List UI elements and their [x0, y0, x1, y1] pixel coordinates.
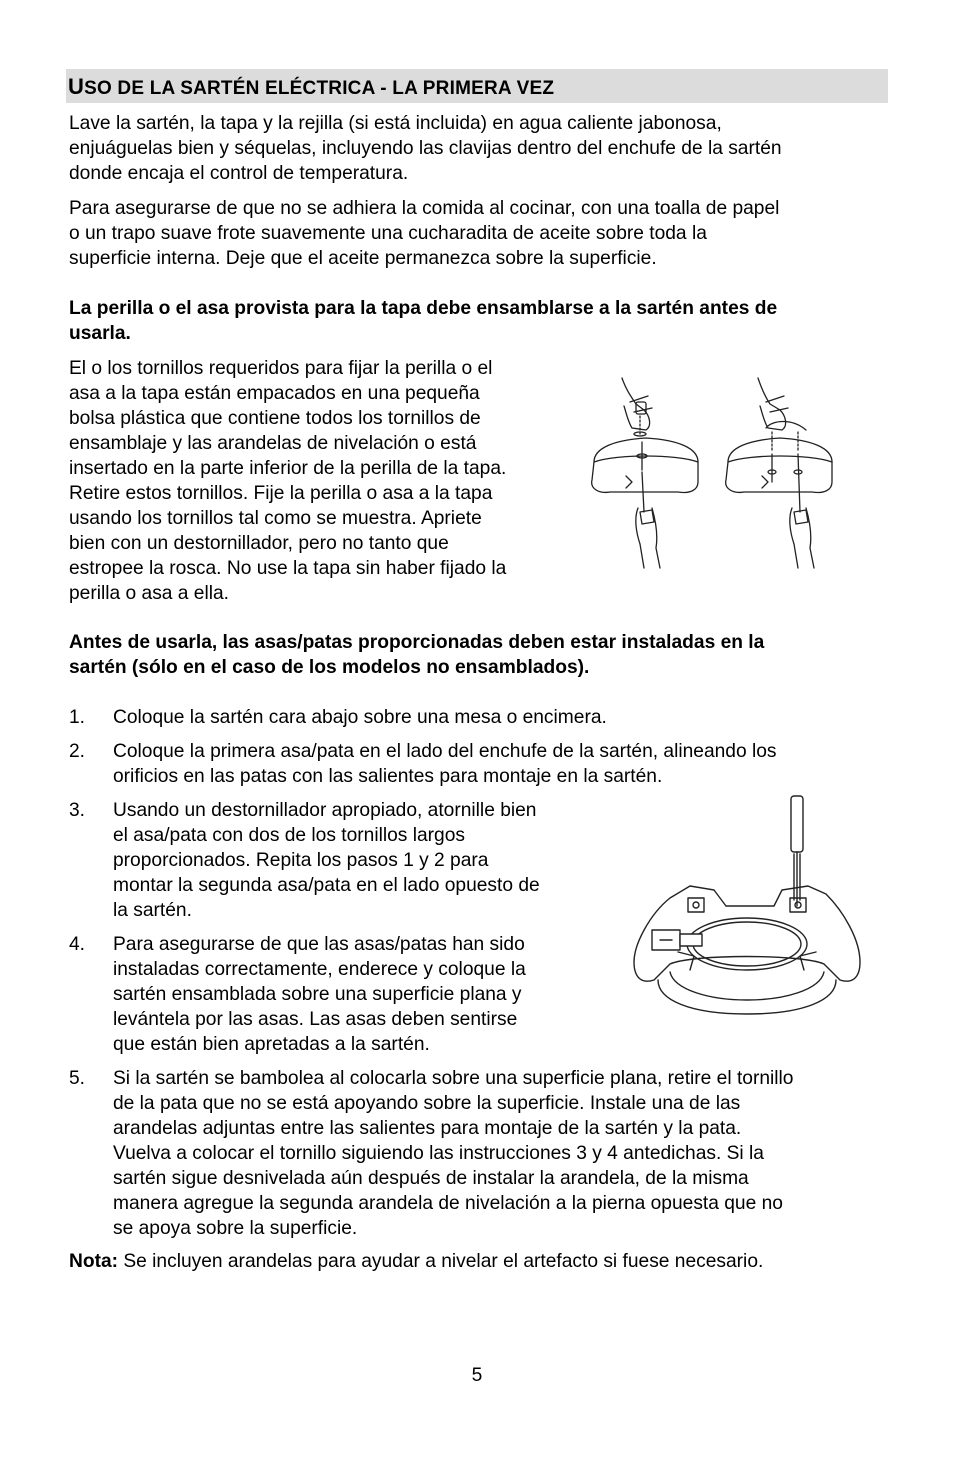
text-line: proporcionados. Repita los pasos 1 y 2 para — [113, 850, 489, 871]
text-line: perilla o asa a ella. — [69, 583, 229, 604]
text-line: Vuelva a colocar el tornillo siguiendo las instrucciones 3 y 4 antedichas. Si la — [113, 1143, 764, 1164]
step-number: 4. — [69, 934, 86, 955]
text-line: el asa/pata con dos de los tornillos largos — [113, 825, 465, 846]
step-number: 1. — [69, 707, 86, 728]
text-line: sartén ensamblada sobre una superficie plana y — [113, 984, 522, 1005]
intro-paragraph-1 — [69, 111, 782, 186]
knob-instructions — [69, 356, 506, 606]
text-line: superficie interna. Deje que el aceite permanezca sobre la superficie. — [69, 248, 657, 269]
section-title — [68, 74, 554, 102]
text-line: la sartén. — [113, 900, 192, 921]
text-line: usando los tornillos tal como se muestra. Apriete — [69, 508, 482, 529]
note-label: Nota: — [69, 1251, 119, 1272]
text-line: asa a la tapa están empacados en una pequeña — [69, 383, 480, 404]
text-line: Si la sartén se bambolea al colocarla sobre una superficie plana, retire el tornillo — [113, 1068, 794, 1089]
text-line: El o los tornillos requeridos para fijar la perilla o el — [69, 358, 493, 379]
step-number: 5. — [69, 1068, 86, 1089]
text-line: de la pata que no se está apoyando sobre la superficie. Instale una de las — [113, 1093, 741, 1114]
text-line: orificios en las patas con las salientes para montaje en la sartén. — [113, 766, 663, 787]
handle-assembly-figure — [726, 378, 832, 568]
text-line: manera agregue la segunda arandela de nivelación a la pierna opuesta que no — [113, 1193, 783, 1214]
text-line: insertado en la parte inferior de la perilla de la tapa. — [69, 458, 507, 479]
text-line: Para asegurarse de que no se adhiera la comida al cocinar, con una toalla de papel — [69, 198, 780, 219]
text-line: Coloque la sartén cara abajo sobre una mesa o encimera. — [113, 707, 607, 728]
step-number: 2. — [69, 741, 86, 762]
intro-paragraph-2 — [69, 196, 779, 271]
screwdriver-figure — [791, 796, 803, 906]
knob-assembly-figure — [592, 378, 698, 568]
text-line: Retire estos tornillos. Fije la perilla o asa a la tapa — [69, 483, 493, 504]
text-line: sartén sigue desnivelada aún después de instalar la arandela, de la misma — [113, 1168, 749, 1189]
text-line: Para asegurarse de que las asas/patas han sido — [113, 934, 525, 955]
step-text — [113, 1066, 913, 1241]
step-text — [113, 932, 633, 1057]
text-line: Lave la sartén, la tapa y la rejilla (si está incluida) en agua caliente jabonosa, — [69, 113, 722, 134]
text-line: Usando un destornillador apropiado, atornille bien — [113, 800, 537, 821]
step-number: 3. — [69, 800, 86, 821]
text-line: bolsa plástica que contiene todos los tornillos de — [69, 408, 481, 429]
text-line: Coloque la primera asa/pata en el lado del enchufe de la sartén, alineando los — [113, 741, 777, 762]
section-title-rest: SO DE LA SARTÉN ELÉCTRICA - LA PRIMERA VEZ — [84, 78, 555, 99]
note-text: Se incluyen arandelas para ayudar a nivelar el artefacto si fuese necesario. — [118, 1251, 764, 1272]
page-number: 5 — [471, 1365, 483, 1386]
text-line: o un trapo suave frote suavemente una cucharadita de aceite sobre toda la — [69, 223, 707, 244]
step-text — [113, 798, 633, 923]
note — [69, 1249, 763, 1274]
text-line: levántela por las asas. Las asas deben sentirse — [113, 1009, 518, 1030]
text-line: donde encaja el control de temperatura. — [69, 163, 409, 184]
text-line: que están bien apretadas a la sartén. — [113, 1034, 430, 1055]
skillet-leg-assembly-illustration — [630, 794, 864, 1022]
skillet-body-figure — [634, 886, 860, 1014]
legs-heading — [69, 630, 764, 680]
text-line: enjuáguelas bien y séquelas, incluyendo las clavijas dentro del enchufe de la sartén — [69, 138, 782, 159]
section-title-initial: U — [68, 74, 85, 99]
text-line: se apoya sobre la superficie. — [113, 1218, 358, 1239]
text-line: arandelas adjuntas entre las salientes para montaje de la sartén y la pata. — [113, 1118, 742, 1139]
text-line: estropee la rosca. No use la tapa sin haber fijado la — [69, 558, 507, 579]
step-text — [113, 705, 913, 730]
text-line: usarla. — [69, 323, 131, 344]
knob-heading — [69, 296, 777, 346]
text-line: bien con un destornillador, pero no tanto que — [69, 533, 449, 554]
text-line: sartén (sólo en el caso de los modelos no ensamblados). — [69, 657, 590, 678]
text-line: Antes de usarla, las asas/patas proporcionadas deben estar instaladas en la — [69, 632, 765, 653]
text-line: ensamblaje y las arandelas de nivelación o está — [69, 433, 477, 454]
text-line: instaladas correctamente, enderece y coloque la — [113, 959, 526, 980]
text-line: montar la segunda asa/pata en el lado opuesto de — [113, 875, 540, 896]
lid-knob-assembly-illustration — [586, 372, 846, 570]
text-line: La perilla o el asa provista para la tapa debe ensamblarse a la sartén antes de — [69, 298, 778, 319]
step-text — [113, 739, 913, 789]
